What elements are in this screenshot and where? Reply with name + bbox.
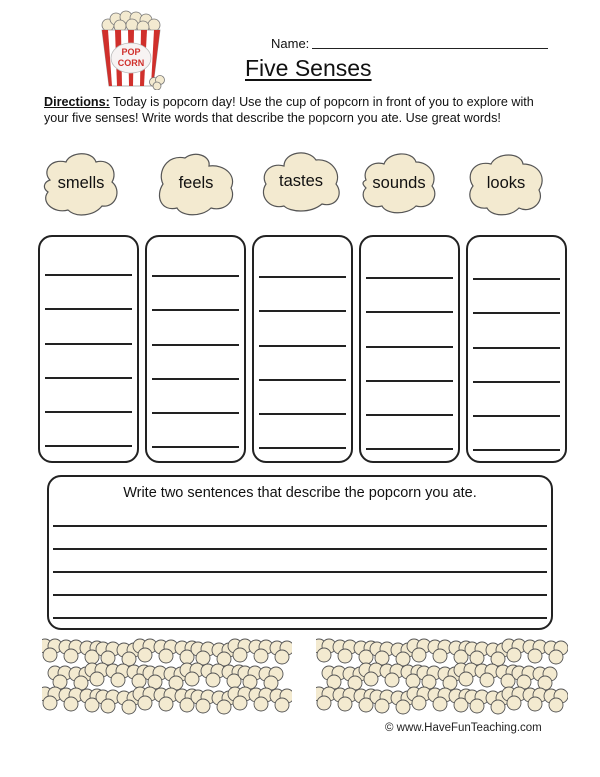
sense-label: sounds: [372, 174, 426, 192]
sense-kernel-sounds: [354, 150, 444, 220]
answer-line[interactable]: [259, 345, 346, 347]
directions: [44, 95, 544, 126]
sentence-line[interactable]: [53, 571, 547, 573]
answer-line[interactable]: [45, 445, 132, 447]
sense-label: tastes: [278, 172, 324, 190]
sense-kernel-looks: [461, 150, 551, 220]
answer-line[interactable]: [152, 412, 239, 414]
answer-line[interactable]: [473, 312, 560, 314]
sense-kernel-smells: [36, 150, 126, 220]
answer-line[interactable]: [45, 343, 132, 345]
sentence-line[interactable]: [53, 617, 547, 619]
answer-line[interactable]: [473, 415, 560, 417]
sense-box-sounds: [359, 235, 460, 463]
sense-box-smells: [38, 235, 139, 463]
popcorn-box-icon: [96, 8, 166, 90]
answer-line[interactable]: [45, 308, 132, 310]
answer-line[interactable]: [45, 274, 132, 276]
sense-box-feels: [145, 235, 246, 463]
answer-line[interactable]: [259, 413, 346, 415]
answer-line[interactable]: [366, 346, 453, 348]
answer-line[interactable]: [152, 344, 239, 346]
directions-text: Today is popcorn day! Use the cup of popcorn in front of you to explore with your five senses! Write words that describe the popcorn you ate. Use great words!: [44, 95, 534, 125]
sentence-line[interactable]: [53, 548, 547, 550]
sentence-line[interactable]: [53, 525, 547, 527]
answer-line[interactable]: [45, 377, 132, 379]
answer-line[interactable]: [473, 278, 560, 280]
answer-line[interactable]: [259, 447, 346, 449]
answer-line[interactable]: [259, 379, 346, 381]
answer-line[interactable]: [152, 275, 239, 277]
sense-label: smells: [57, 174, 105, 192]
sentence-line[interactable]: [53, 594, 547, 596]
sentence-box: [47, 475, 553, 630]
answer-line[interactable]: [259, 310, 346, 312]
answer-line[interactable]: [366, 277, 453, 279]
answer-line[interactable]: [45, 411, 132, 413]
answer-line[interactable]: [366, 311, 453, 313]
logo-text-pop: POP: [121, 47, 141, 57]
name-input-line[interactable]: [312, 48, 548, 49]
logo-text-corn: CORN: [117, 58, 145, 68]
name-label: Name:: [271, 36, 310, 51]
copyright-footer: © www.HaveFunTeaching.com: [385, 722, 542, 734]
answer-line[interactable]: [366, 414, 453, 416]
sense-label: feels: [178, 174, 214, 192]
answer-line[interactable]: [259, 276, 346, 278]
sentence-prompt: Write two sentences that describe the popcorn you ate.: [123, 485, 477, 501]
sense-label: looks: [486, 174, 526, 192]
answer-line[interactable]: [473, 381, 560, 383]
sense-box-tastes: [252, 235, 353, 463]
answer-line[interactable]: [473, 449, 560, 451]
popcorn-pile-left-icon: [42, 638, 292, 716]
popcorn-pile-right-icon: [316, 638, 568, 716]
sense-kernel-feels: [151, 150, 241, 220]
directions-label: Directions:: [44, 95, 110, 109]
answer-line[interactable]: [366, 380, 453, 382]
answer-line[interactable]: [473, 347, 560, 349]
answer-line[interactable]: [366, 448, 453, 450]
sense-box-looks: [466, 235, 567, 463]
answer-line[interactable]: [152, 446, 239, 448]
answer-line[interactable]: [152, 309, 239, 311]
sense-kernel-tastes: [256, 148, 346, 218]
page-title: Five Senses: [245, 55, 372, 81]
answer-line[interactable]: [152, 378, 239, 380]
